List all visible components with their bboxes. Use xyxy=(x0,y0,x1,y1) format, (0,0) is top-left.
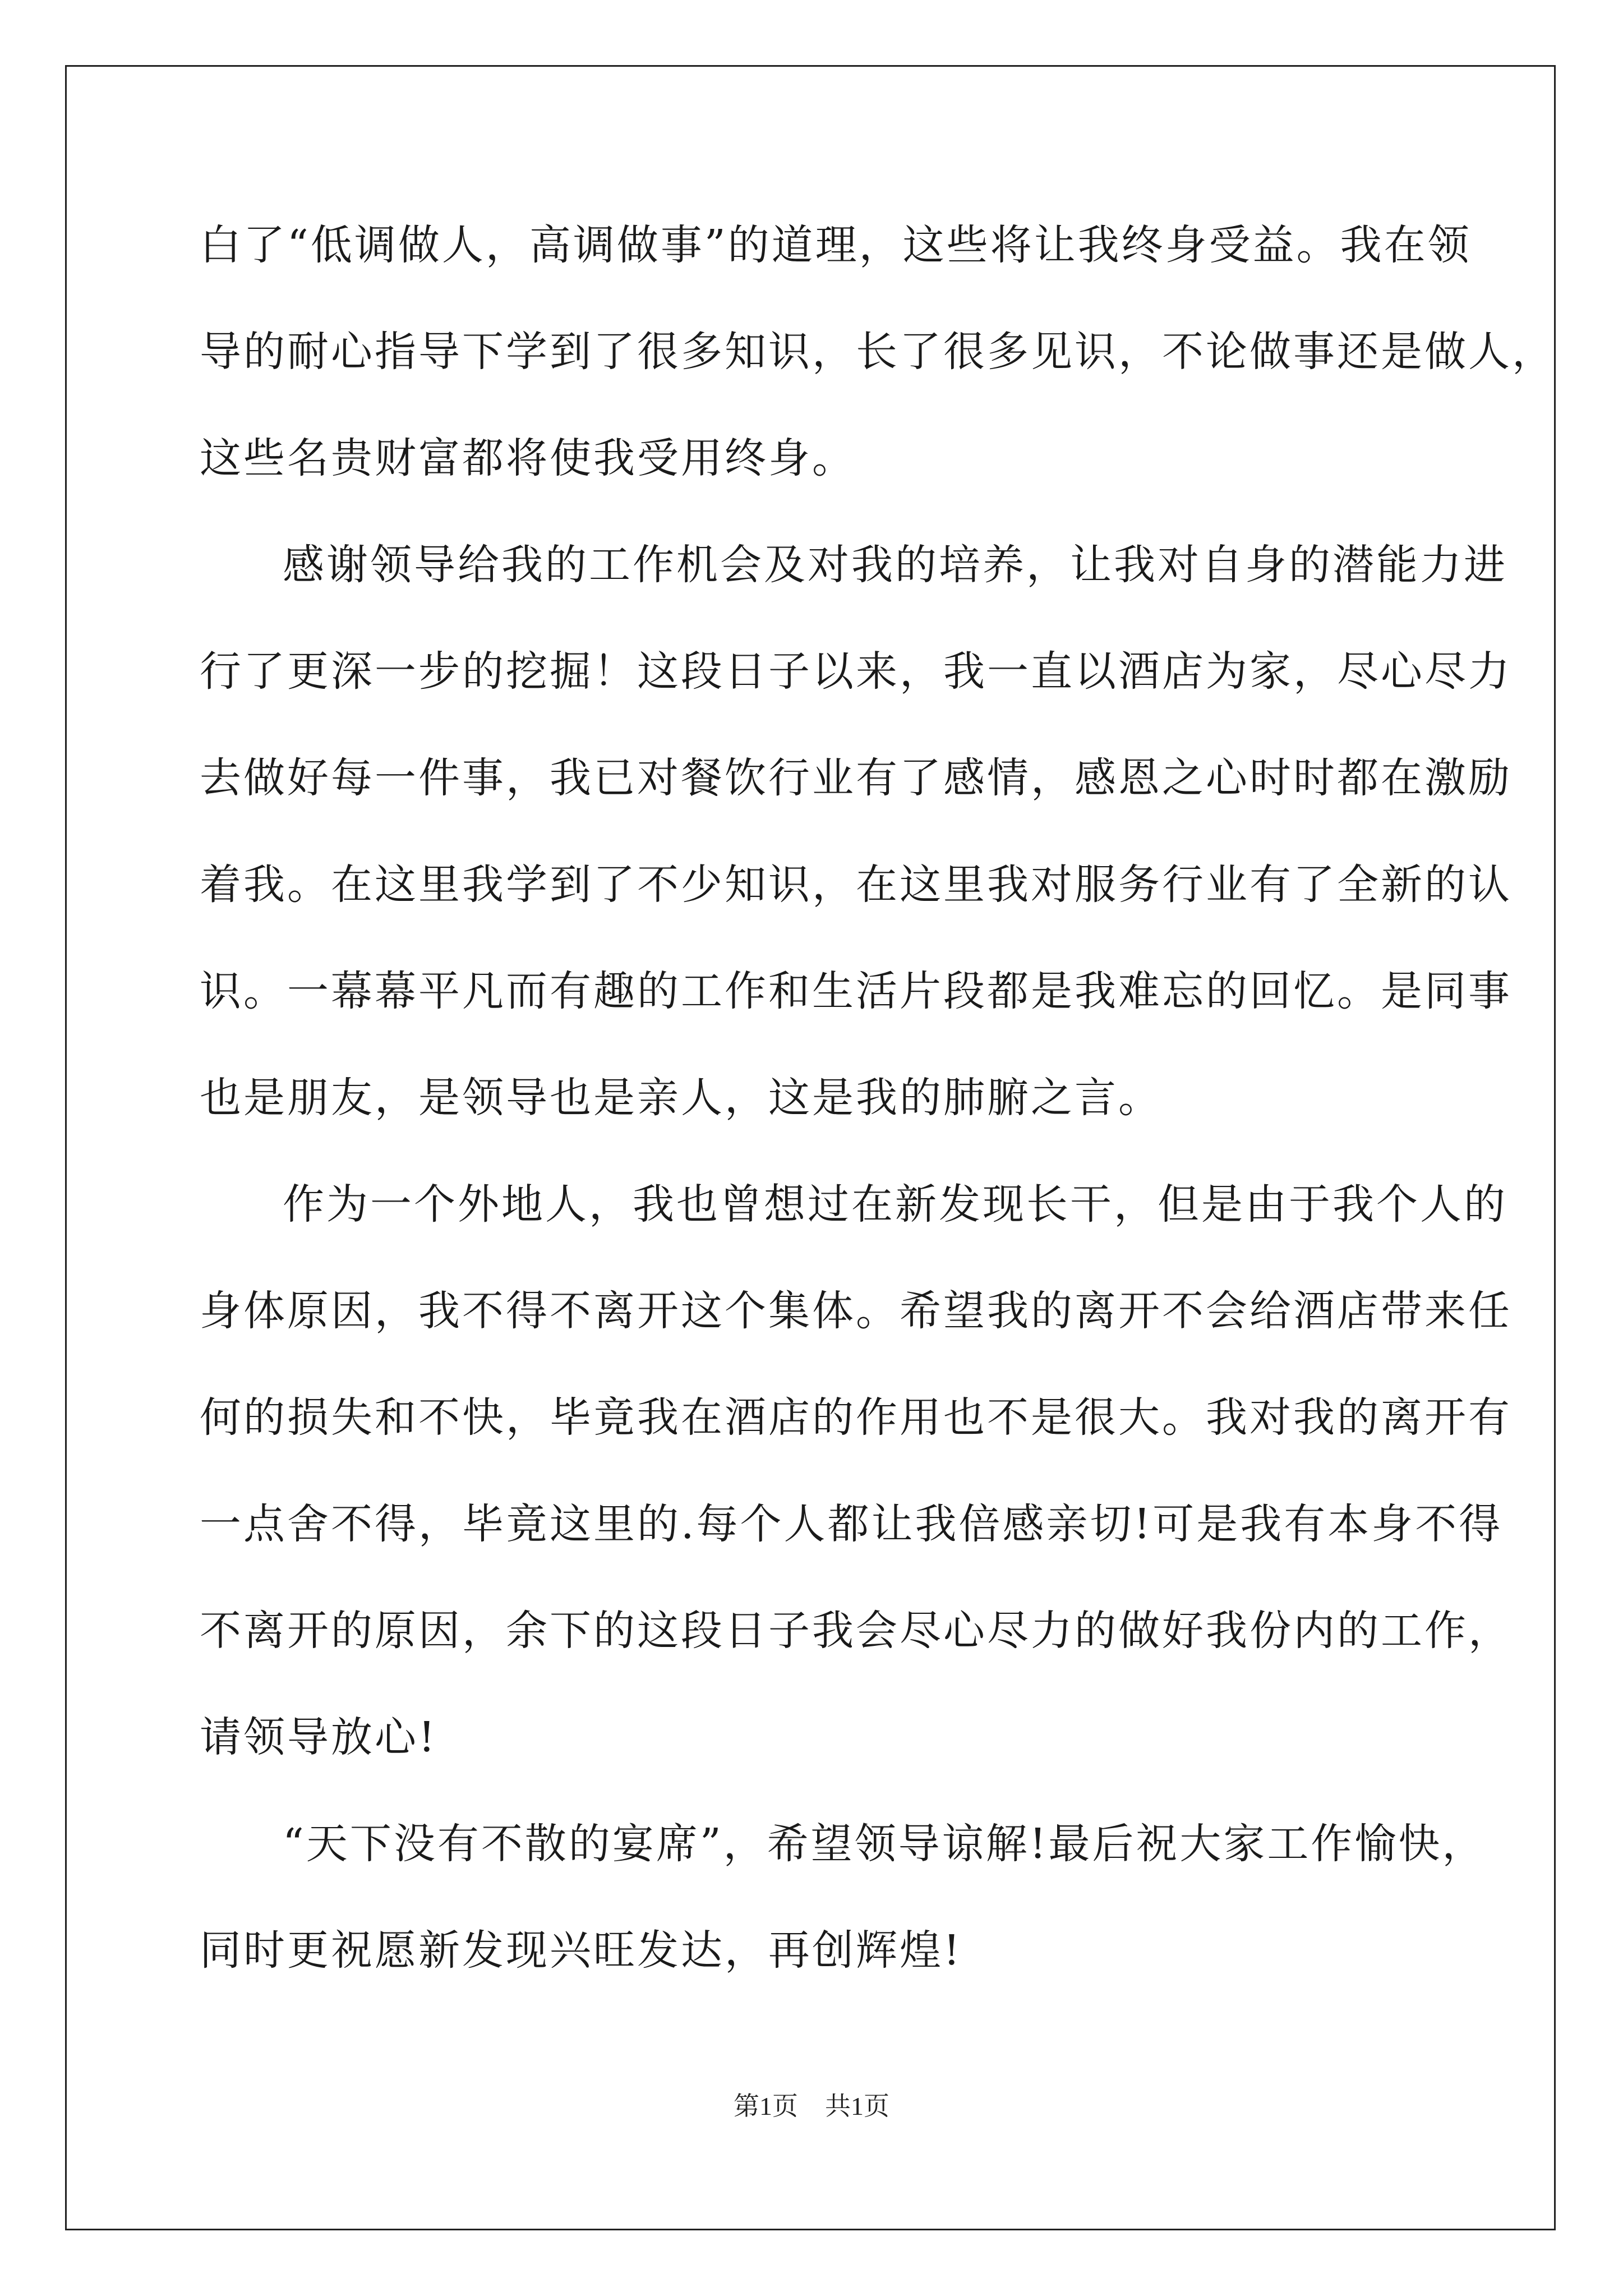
text-line: 同时更祝愿新发现兴旺发达，再创辉煌! xyxy=(200,1926,962,1975)
text-line: 也是朋友，是领导也是亲人，这是我的肺腑之言。 xyxy=(200,1074,1162,1122)
text-line: 行了更深一步的挖掘！这段日子以来，我一直以酒店为家，尽心尽力 xyxy=(200,647,1512,696)
text-line: 导的耐心指导下学到了很多知识，长了很多见识，不论做事还是做人， xyxy=(200,328,1556,376)
text-line: 身体原因，我不得不离开这个集体。希望我的离开不会给酒店带来任 xyxy=(200,1287,1512,1335)
page-footer xyxy=(0,2086,1623,2123)
paragraph-first-line: 感谢领导给我的工作机会及对我的培养，让我对自身的潜能力进 xyxy=(283,541,1507,589)
text-line: 不离开的原因，余下的这段日子我会尽心尽力的做好我份内的工作， xyxy=(200,1607,1512,1655)
text-line: 白了“低调做人，高调做事”的道理，这些将让我终身受益。我在领 xyxy=(200,221,1472,269)
page-total: 共1页 xyxy=(825,2092,889,2120)
text-line: 一点舍不得，毕竟这里的.每个人都让我倍感亲切!可是我有本身不得 xyxy=(200,1500,1503,1548)
text-line: 着我。在这里我学到了不少知识，在这里我对服务行业有了全新的认 xyxy=(200,861,1512,909)
text-line: 去做好每一件事，我已对餐饮行业有了感情，感恩之心时时都在激励 xyxy=(200,754,1512,802)
page-number: 第1页 xyxy=(734,2092,798,2120)
text-line: 识。一幕幕平凡而有趣的工作和生活片段都是我难忘的回忆。是同事 xyxy=(200,967,1512,1015)
paragraph-first-line: “天下没有不散的宴席”，希望领导谅解!最后祝大家工作愉快， xyxy=(283,1820,1486,1868)
paragraph-first-line: 作为一个外地人，我也曾想过在新发现长干，但是由于我个人的 xyxy=(283,1180,1507,1228)
document-body xyxy=(200,212,1556,2024)
text-line: 这些名贵财富都将使我受用终身。 xyxy=(200,434,856,482)
text-line: 何的损失和不快，毕竟我在酒店的作用也不是很大。我对我的离开有 xyxy=(200,1393,1512,1442)
text-line: 请领导放心! xyxy=(200,1713,437,1761)
